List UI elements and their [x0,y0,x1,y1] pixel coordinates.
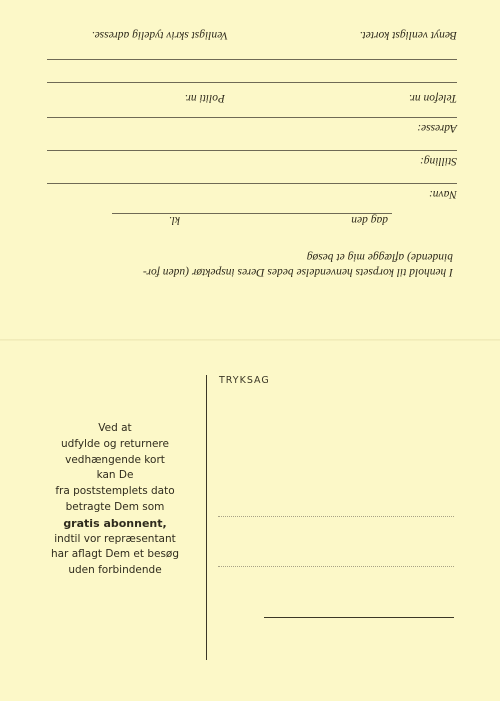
message-line: fra poststemplets dato [55,485,175,498]
message-line: betragte Dem som [65,500,165,513]
request-line-2: bindende) aflægge mig et besøg [306,251,453,263]
postal-label: Politi nr. [184,92,225,104]
tryksag-label: TRYKSAG [219,375,270,386]
message-line: har aflagt Dem et besøg [50,548,180,561]
subscription-message [40,421,190,579]
position-line[interactable] [47,150,457,151]
address-solid-line[interactable] [264,617,454,618]
day-label: dag den [351,214,388,226]
message-line: uden forbindende [68,564,162,577]
address-dotted-line-2[interactable] [218,566,454,567]
message-line: kan De [96,469,134,482]
address-line-2[interactable] [47,82,457,83]
message-line: vedhængende kort [65,453,165,466]
card-divider [206,375,207,660]
note-right: Benyt venligst kortet. [359,29,457,41]
name-line[interactable] [47,183,457,184]
address-line[interactable] [47,117,457,118]
date-time-line[interactable] [112,213,392,214]
phone-line[interactable] [47,59,457,60]
phone-label: Telefon nr. [408,92,457,104]
message-line: udfylde og returnere [61,437,169,450]
address-dotted-line-1[interactable] [218,516,454,517]
message-line: Ved at [98,422,132,434]
time-label: kl. [168,214,180,226]
message-line-emphasis: gratis abonnent, [63,516,167,530]
message-line: indtil vor repræsentant [54,532,176,545]
address-label: Adresse: [417,122,457,134]
note-left: Venligst skriv tydelig adresse. [91,29,228,41]
fold-line [0,339,500,341]
reply-form-section [0,0,500,340]
name-label: Navn: [428,188,457,200]
position-label: Stilling: [419,155,457,167]
request-line-1: I henhold til korpsets henvendelse bedes Deres inspektør (uden for- [142,266,453,278]
